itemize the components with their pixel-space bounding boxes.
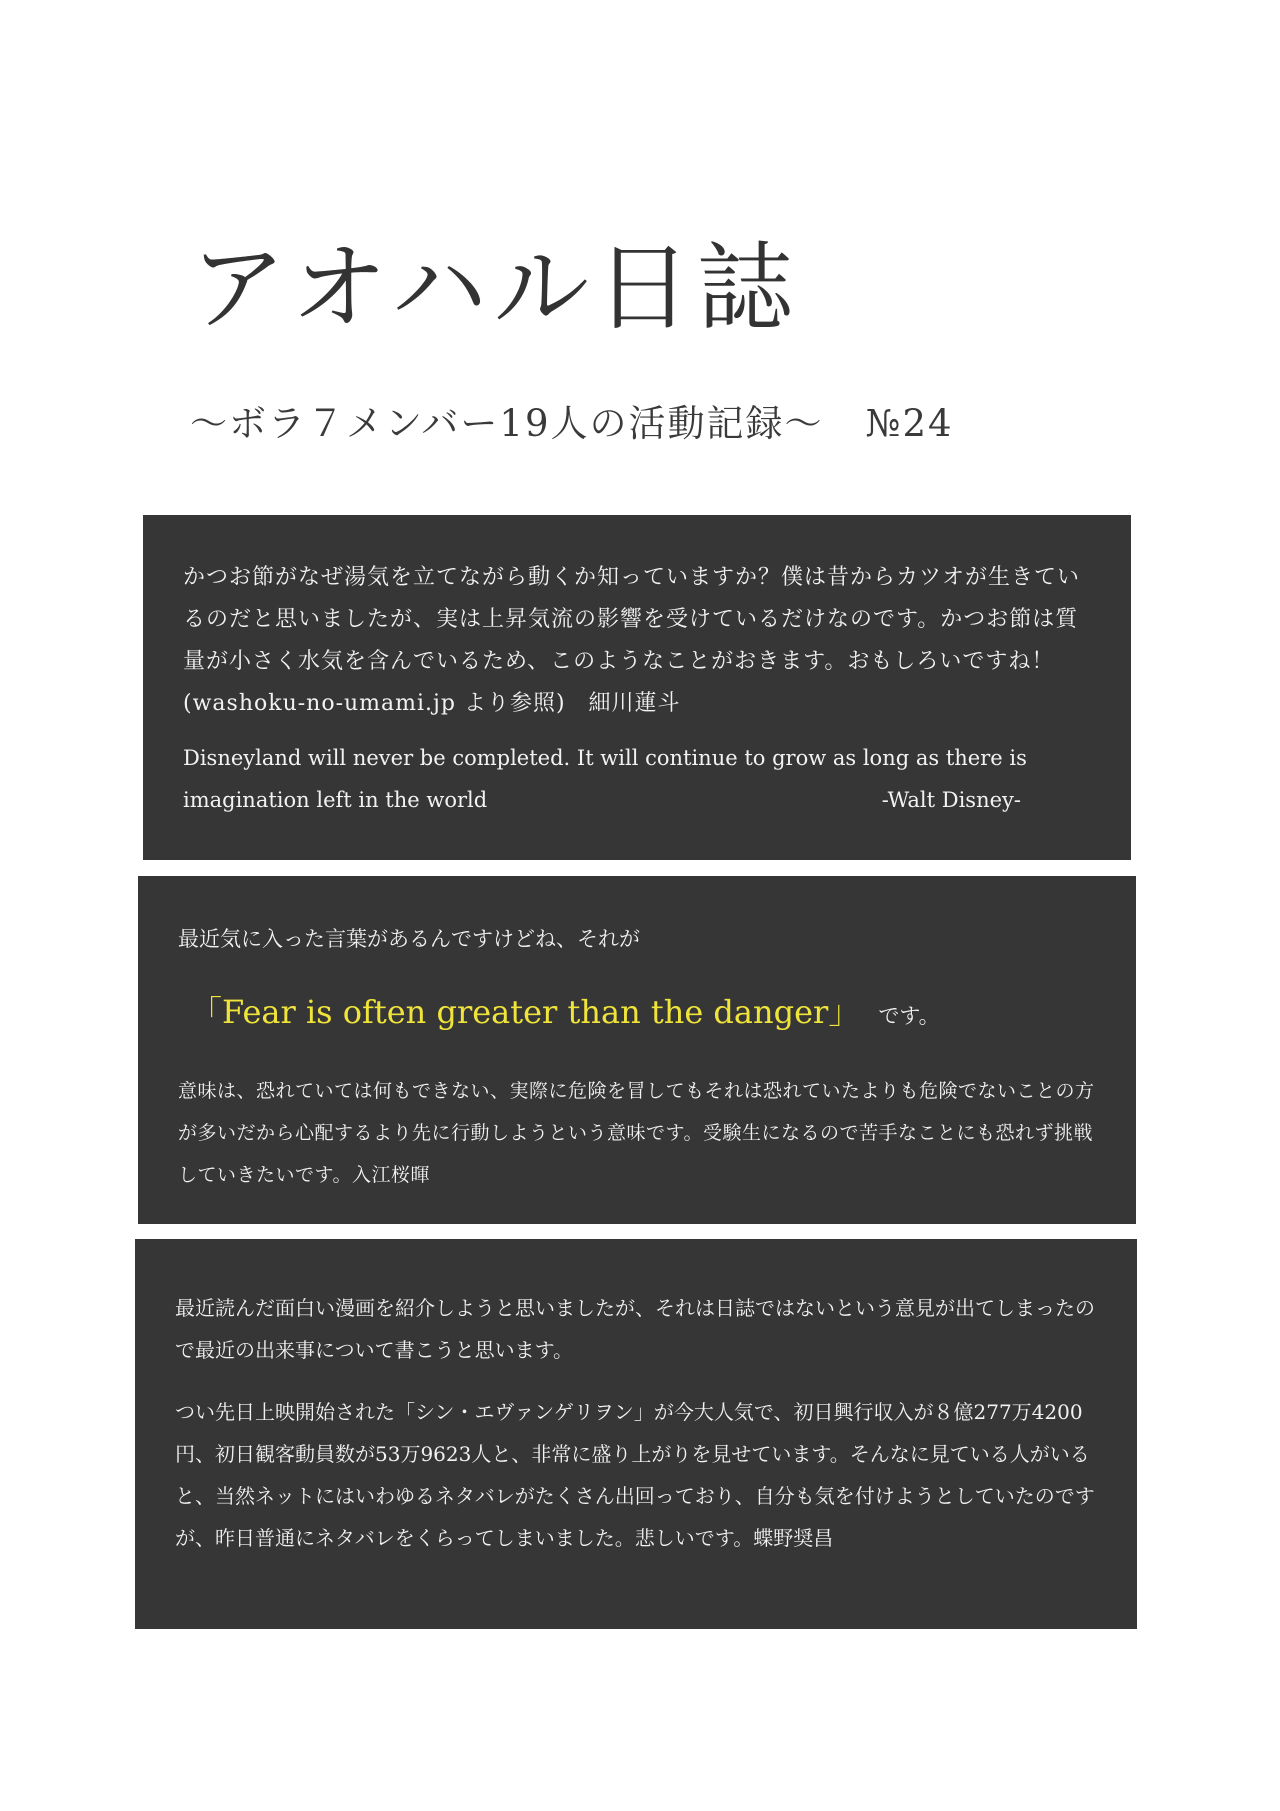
article-panel-favorite-words <box>138 876 1136 1224</box>
article-text: 最近読んだ面白い漫画を紹介しようと思いましたが、それは日誌ではないという意見が出てしまったので最近の出来事について書こうと思います。 <box>175 1296 1095 1362</box>
quote-suffix: です。 <box>878 1004 940 1028</box>
article-text: 意味は、恐れていては何もできない、実際に危険を冒してもそれは恐れていたよりも危険でないことの方が多いだから心配するより先に行動しようという意味です。受験生になるので苦手なことにも恐れず挑戦していきたいです。入江桜暉 <box>178 1080 1095 1186</box>
article-panel-recent-events <box>135 1239 1137 1629</box>
issue-number: №24 <box>865 402 954 445</box>
article-lead: 最近気に入った言葉があるんですけどね、それが <box>178 927 640 951</box>
article-text: つい先日上映開始された「シン・エヴァンゲリヲン」が今大人気で、初日興行収入が８億277万4200円、初日観客動員数が53万9623人と、非常に盛り上がりを見せています。そんなに見ている人がいると、当然ネットにはいわゆるネタバレがたくさん出回っており、自分も気を付けようとしていたのですが、昨日普通にネタバレをくらってしまいました。悲しいです。蝶野奨昌 <box>175 1400 1095 1550</box>
highlight-quote: 「Fear is often greater than the danger」 <box>190 993 861 1031</box>
subtitle-text: ～ボラ７メンバー19人の活動記録～ <box>190 402 824 445</box>
quote-author: -Walt Disney- <box>881 788 1021 812</box>
page-title: アオハル日誌 <box>190 232 800 344</box>
english-quote <box>183 737 1091 821</box>
quote-text: Disneyland will never be completed. It will continue to grow as long as there is imagination left in the world <box>183 746 1027 812</box>
highlight-quote-line <box>190 992 1096 1036</box>
article-panel-katsuobushi <box>143 515 1131 860</box>
article-text: かつお節がなぜ湯気を立てながら動くか知っていますか？僕は昔からカツオが生きているのだと思いましたが、実は上昇気流の影響を受けているだけなのです。かつお節は質量が小さく水気を含んでいるため、このようなことがおきます。おもしろいですね！(washoku-no-umami.jp より参照) 細川蓮斗 <box>183 565 1081 716</box>
page-subtitle <box>190 402 954 445</box>
